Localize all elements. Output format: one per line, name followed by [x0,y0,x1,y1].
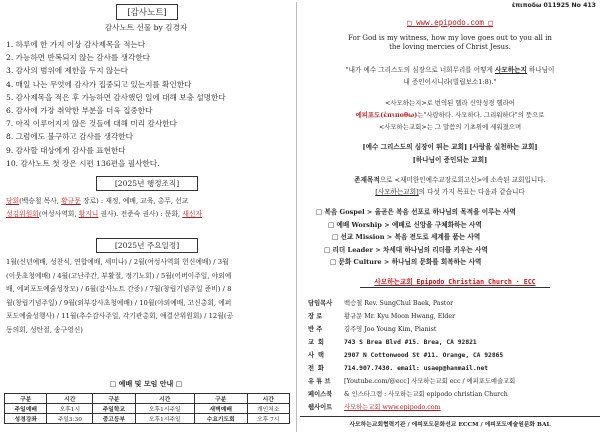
admin-title: [2025년 행정조직] [96,176,198,191]
goal-item: □ 복음 Gospel > 올곧은 복음 선포로 하나님의 목적을 이루는 사역 [316,208,516,216]
schedule-line: (이웃초청예배) / 4월(고난주간, 부활절, 정기노회) / 5월(어버이주일, 야외예 [6,271,232,280]
schedule-lines [6,256,290,337]
schedule-line: 월(창립기념주일) / 9월(외부강사초청예배) / 10월(야외예배, 고신총회, 에퍼 [6,298,232,307]
info-youtube[interactable]: 유 튜 브 [Youtube.com/@ecc] 사모하는교회 ecc / 에피포도예술교회 [308,378,516,385]
issue-header: ἐπιπoδω 011925 No 413 [511,2,596,9]
gratitude-item: 1. 하루에 한 가지 이상 감사제목을 적는다 [6,40,146,49]
info-pastor: 담임목사 백승철 Rev. SungChul Baek, Pastor [308,300,454,307]
right-column [300,0,600,434]
schedule-line: 1월(신년예배, 성찬식, 연합예배, 세미나) / 2월(여성사역회 헌신예배) / 3월 [6,258,229,266]
schedule-line: 동의회, 성탄절, 송구영신) [6,325,83,334]
gratitude-item: 10. 감사노트 첫 장은 시편 136편을 필사한다. [6,158,160,168]
gratitude-item: 6. 감사에 가장 취약한 부분을 더욱 집중한다 [6,106,153,116]
info-facebook[interactable]: 페이스북 & 인스타그램 : 사모하는교회 epipodo christian Church [308,391,508,398]
website-link[interactable]: □ www.epipodo.com □ [407,18,493,27]
footer-partners: 사모하는교회협력기관 / 에피포도문화선교 ECCM / 에피포도예술원문화 BAL [300,416,600,428]
purpose-text: 존재목적으로 <재미한인예수교장로회고신>에 소속된 교회입니다. [사모하는교회]의 다섯 가지 목표는 다음과 같습니다 [354,176,546,196]
greek-explanation: <사모하는지>로 번역된 헬라 신약성경 헬라어 에피포도(ἐπιπoθω)는"사랑하다. 사모하다. 그리워하다"의 뜻으로 <사모하는교회>는 그 말씀의 기초위에 세워졌으며 [355,99,545,131]
gratitude-box-title: [감사노트] [116,4,178,20]
gratitude-item: 8. 그럼에도 불구하고 감사를 생각한다 [6,132,133,142]
gratitude-item: 2. 가능하면 반복되지 않는 감사를 생각한다 [6,53,151,63]
gratitude-item: 9. 감사할 대상에게 감사를 표현한다 [6,145,126,155]
schedule-line: 배, 에퍼포도예술성장모) / 6월(감사노트 간증) / 7월(창립기념주일 준비) / 8 [6,285,232,293]
gratitude-item: 5. 감사제목을 적은 후 가능하면 감사했던 일에 대해 보충 설명한다 [6,92,226,102]
table-row: 주일예배 오후1시 주일학교 오후1시주일 새벽예배 개인처소 [5,404,290,414]
worship-table [4,393,290,424]
gratitude-list [6,38,290,170]
gratitude-item: 4. 매일 나는 무엇에 감사가 집중되고 있는지를 확인한다 [6,79,192,89]
gratitude-item: 7. 아직 이루어지지 않은 것들에 대해 미리 감사한다 [6,119,177,129]
info-church-address: 교 회 743 S Brea Blvd #15. Brea, CA 92821 [308,339,477,346]
gratitude-subtitle: 감사노트 선물 by 김경자 [104,23,188,32]
goals-list [316,206,516,269]
info-phone-email: 전 화 714.907.7430. email: usaep@hanmail.net [308,365,489,372]
church-name: 사모하는교회 Epipodo Christian Church · ECC [360,276,550,288]
worship-title: □ 예배 및 모임 안내 □ [109,379,183,388]
verse-korean: "내가 예수 그리스도의 심장으로 너희무리를 어떻게 사모하는지 하나님이 내 증인이시니라(빌립보소1:8)." [345,66,555,86]
goal-item: □ 문화 Culture > 하나님의 문화를 회복하는 사역 [330,258,482,266]
admin-lines [6,195,202,221]
info-website[interactable]: 웹사이트 사모하는교회 www.epipodo.com [308,404,441,411]
column-divider [296,2,297,432]
verse-english: For God is my witness, how my love goes out to you all in the loving mercies of Christ Jesus. [348,34,552,51]
info-home-address: 사 택 2907 N Cottonwood St #11. Orange, CA 92865 [308,352,504,359]
table-header-row: 구분 시간 구분 시간 구분 시간 [5,394,290,404]
admin-line-committee: 성김위원회(여성사역회, 황지니 권사). 전준숙 권사) : 문화, 새신자 [6,210,203,218]
gratitude-item: 3. 감사의 범위에 제한을 두지 않는다 [6,66,129,76]
info-elder: 장 로 황규문 Mr. Kyu Moon Hwang, Elder [308,313,456,320]
admin-line-session: 당회(백승철 목사, 황규문 장로) : 재정, 예배, 교육, 총무, 선교 [6,197,189,205]
table-row: 성경강좌 주일3:30 중고등부 오후1시주일 수요기도회 오후 7시 [5,414,290,424]
goal-item: □ 리더 Leader > 차세대 하나님의 리더를 키우는 사역 [324,245,488,254]
church-vision: [예수 그리스도의 심장이 뛰는 교회] [사랑을 실천하는 교회] [하나님이 증인되는 교회] [362,143,538,164]
goal-item: □ 예배 Worship > 예배로 신앙을 구체화하는 사역 [328,220,482,229]
schedule-title: [2025년 주요일정] [96,238,198,253]
info-pianist: 반 주 김주영 Joo Young Kim, Pianist [308,326,437,333]
schedule-line: 포도예술성행사) / 11월(추수감사주일, 각기관총회, 예결산위원회) / 12월(공 [6,312,234,320]
goal-item: □ 선교 Mission > 복음 전도로 세계를 품는 사역 [332,233,481,241]
